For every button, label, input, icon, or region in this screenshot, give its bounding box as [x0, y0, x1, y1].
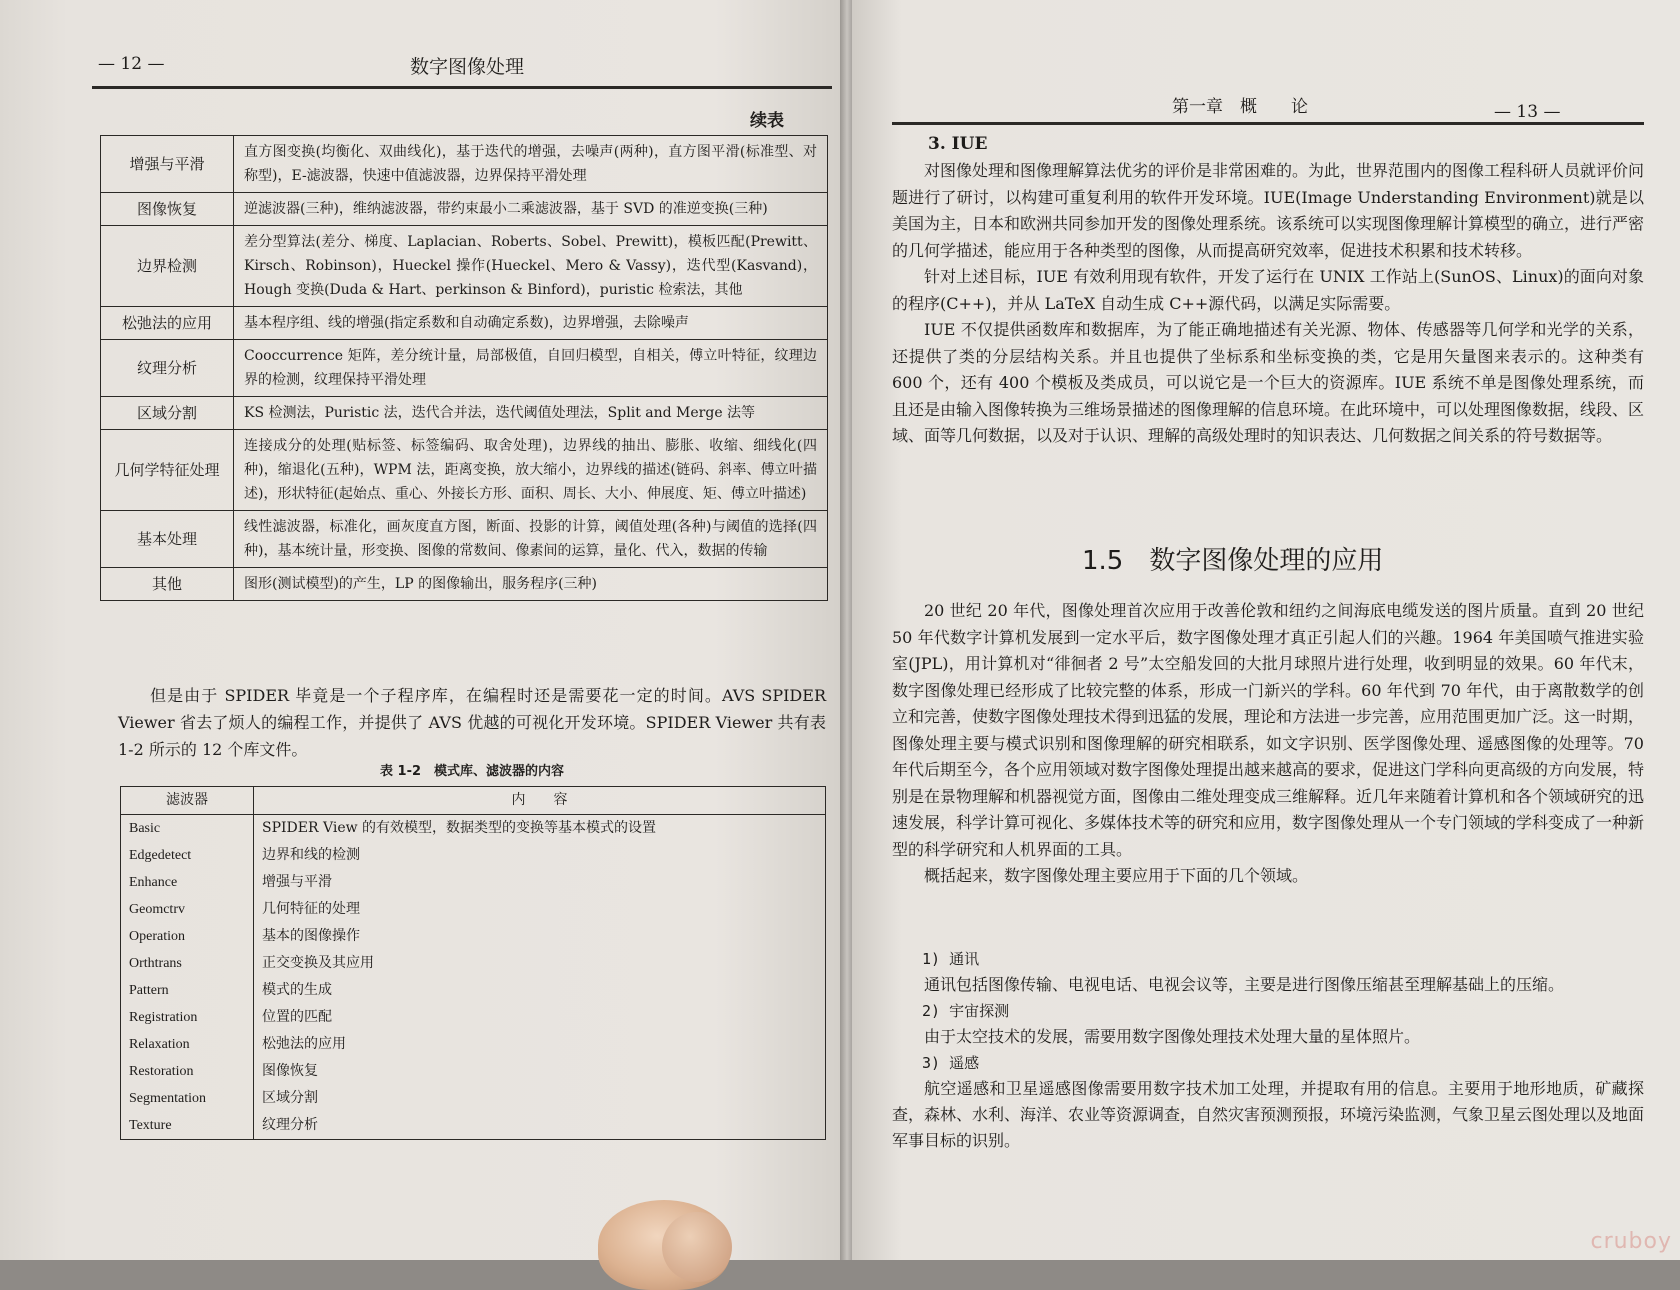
filter-name: Pattern — [121, 977, 254, 1004]
table-row — [121, 842, 826, 869]
table-row — [121, 950, 826, 977]
item-text: 通讯包括图像传输、电视电话、电视会议等，主要是进行图像压缩甚至理解基础上的压缩。 — [924, 975, 1565, 994]
right-book-page — [852, 0, 1680, 1260]
item-heading: 3) 遥感 — [922, 1054, 980, 1072]
table-row — [101, 226, 828, 307]
content-cell: 基本程序组、线的增强(指定系数和自动确定系数)，边界增强，去除噪声 — [234, 307, 828, 340]
table-row — [121, 1112, 826, 1140]
category-cell: 其他 — [101, 568, 234, 601]
table-row — [121, 1058, 826, 1085]
table-row — [121, 815, 826, 843]
paragraph-text: 概括起来，数字图像处理主要应用于下面的几个领域。 — [924, 866, 1309, 885]
content-cell: 线性滤波器，标准化，画灰度直方图，断面、投影的计算，阈值处理(各种)与阈值的选择(四种)，基本统计量，形变换、图像的常数间、像素间的运算，量化、代入，数据的传输 — [234, 511, 828, 568]
filter-name: Geomctrv — [121, 896, 254, 923]
table-row — [101, 511, 828, 568]
filter-content: 图像恢复 — [254, 1058, 826, 1085]
filter-content: 几何特征的处理 — [254, 896, 826, 923]
content-cell: 直方图变换(均衡化、双曲线化)，基于迭代的增强，去噪声(两种)，直方图平滑(标准型、对称型)，E-滤波器，快速中值滤波器，边界保持平滑处理 — [234, 136, 828, 193]
filter-name: Orthtrans — [121, 950, 254, 977]
book-title: 数字图像处理 — [410, 56, 525, 78]
filter-content: 纹理分析 — [254, 1112, 826, 1140]
left-book-page — [0, 0, 842, 1260]
section-title: 1.5 数字图像处理的应用 — [1082, 546, 1384, 576]
table-row — [121, 869, 826, 896]
content-cell: 图形(测试模型)的产生，LP 的图像输出，服务程序(三种) — [234, 568, 828, 601]
filter-content: 位置的匹配 — [254, 1004, 826, 1031]
category-cell: 松弛法的应用 — [101, 307, 234, 340]
table-row — [101, 568, 828, 601]
table-row — [101, 340, 828, 397]
table-row — [121, 977, 826, 1004]
watermark: cruboy — [1590, 1229, 1672, 1254]
header-rule — [892, 122, 1644, 125]
table-row — [121, 896, 826, 923]
filter-name: Operation — [121, 923, 254, 950]
spider-paragraph — [118, 682, 826, 763]
content-cell: 逆滤波器(三种)，维纳滤波器，带约束最小二乘滤波器，基于 SVD 的准逆变换(三种) — [234, 193, 828, 226]
filter-name: Enhance — [121, 869, 254, 896]
filter-content: 边界和线的检测 — [254, 842, 826, 869]
category-cell: 基本处理 — [101, 511, 234, 568]
table-header-row — [121, 787, 826, 815]
paragraph-text: 但是由于 SPIDER 毕竟是一个子程序库，在编程时还是需要花一定的时间。AVS SPIDER Viewer 省去了烦人的编程工作，并提供了 AVS 优越的可视化开发环境。SPIDER Viewer 共有表 1-2 所示的 12 个库文件。 — [118, 686, 826, 759]
item-heading: 1) 通讯 — [922, 950, 980, 968]
content-cell: Cooccurrence 矩阵，差分统计量，局部极值，自回归模型，自相关，傅立叶特征，纹理边界的检测，纹理保持平滑处理 — [234, 340, 828, 397]
item-heading: 2) 宇宙探测 — [922, 1002, 1010, 1020]
iue-paragraphs — [892, 158, 1644, 450]
finger-photo — [662, 1212, 732, 1282]
table-row — [101, 397, 828, 430]
filter-content: SPIDER View 的有效模型，数据类型的变换等基本模式的设置 — [254, 815, 826, 843]
subsection-title: 3. IUE — [928, 134, 988, 154]
category-cell: 几何学特征处理 — [101, 430, 234, 511]
filter-name: Texture — [121, 1112, 254, 1140]
filter-content: 基本的图像操作 — [254, 923, 826, 950]
category-cell: 增强与平滑 — [101, 136, 234, 193]
content-cell: 差分型算法(差分、梯度、Laplacian、Roberts、Sobel、Prewitt)，模板匹配(Prewitt、Kirsch、Robinson)，Hueckel 操作(Hueckel、Mero & Vassy)，迭代型(Kasvand)，Hough 变换(Duda & Hart、perkinson & Binford)，puristic 检索法，其他 — [234, 226, 828, 307]
table-caption: 表 1-2 模式库、滤波器的内容 — [380, 764, 565, 779]
content-cell: 连接成分的处理(贴标签、标签编码、取舍处理)，边界线的抽出、膨胀、收缩、细线化(四种)，缩退化(五种)，WPM 法，距离变换，放大缩小，边界线的描述(链码、斜率、傅立叶描述)，形状特征(起始点、重心、外接长方形、面积、周长、大小、伸展度、矩、傅立叶描述) — [234, 430, 828, 511]
filter-name: Registration — [121, 1004, 254, 1031]
item-text: 航空遥感和卫星遥感图像需要用数字技术加工处理，并提取有用的信息。主要用于地形地质，矿藏探查，森林、水利、海洋、农业等资源调查，自然灾害预测预报，环境污染监测，气象卫星云图处理以及地面军事目标的识别。 — [892, 1079, 1645, 1150]
header-cell: 滤波器 — [121, 787, 254, 815]
filter-name: Segmentation — [121, 1085, 254, 1112]
table-row — [101, 193, 828, 226]
filter-name: Relaxation — [121, 1031, 254, 1058]
filter-name: Restoration — [121, 1058, 254, 1085]
application-items — [892, 946, 1644, 1154]
continued-function-table — [100, 135, 828, 601]
table-row — [101, 430, 828, 511]
filter-content: 区域分割 — [254, 1085, 826, 1112]
continued-label: 续表 — [750, 111, 784, 131]
table-row — [101, 136, 828, 193]
chapter-header: 第一章 概 论 — [1172, 97, 1308, 117]
paragraph-text: 20 世纪 20 年代，图像处理首次应用于改善伦敦和纽约之间海底电缆发送的图片质量。直到 20 世纪 50 年代数字计算机发展到一定水平后，数字图像处理才真正引起人们的兴趣。1964 年美国喷气推进实验室(JPL)，用计算机对“徘徊者 2 号”太空船发回的大批月球照片进行处理，收到明显的效果。60 年代末，数字图像处理已经形成了比较完整的体系，形成一门新兴的学科。60 年代到 70 年代，由于离散数学的创立和完善，使数字图像处理技术得到迅猛的发展，理论和方法进一步完善，应用范围更加广泛。这一时期，图像处理主要与模式识别和图像理解的研究相联系，如文字识别、医学图像处理、遥感图像的处理等。70 年代后期至今，各个应用领域对数字图像处理提出越来越高的要求，促进这门学科向更高级的方向发展，特别是在景物理解和机器视觉方面，图像由二维处理变成三维解释。近几年来随着计算机和各个领域研究的迅速发展，科学计算可视化、多媒体技术等的研究和应用，数字图像处理从一个专门领域的学科变成了一种新型的科学研究和人机界面的工具。 — [892, 601, 1645, 859]
category-cell: 纹理分析 — [101, 340, 234, 397]
right-page-number: — 13 — — [1494, 102, 1561, 122]
left-page-number: — 12 — — [98, 54, 165, 74]
filter-library-table — [120, 786, 826, 1140]
table-row — [121, 1031, 826, 1058]
table-row — [101, 307, 828, 340]
filter-name: Basic — [121, 815, 254, 843]
table-row — [121, 923, 826, 950]
header-rule — [92, 86, 832, 89]
paragraph-text: 对图像处理和图像理解算法优劣的评价是非常困难的。为此，世界范围内的图像工程科研人员就评价问题进行了研讨，以构建可重复利用的软件开发环境。IUE(Image Understanding Environment)就是以美国为主，日本和欧洲共同参加开发的图像处理系统。该系统可以实现图像理解计算模型的确立，进行严密的几何学描述，能应用于各种类型的图像，从而提高研究效率，促进技术积累和技术转移。 — [892, 161, 1645, 260]
content-cell: KS 检测法，Puristic 法，迭代合并法，迭代阈值处理法，Split and Merge 法等 — [234, 397, 828, 430]
table-row — [121, 1085, 826, 1112]
table-row — [121, 1004, 826, 1031]
paragraph-text: 针对上述目标，IUE 有效利用现有软件，开发了运行在 UNIX 工作站上(SunOS、Linux)的面向对象的程序(C++)，并从 LaTeX 自动生成 C++源代码，以满足实际需要。 — [892, 267, 1644, 313]
application-paragraphs — [892, 598, 1644, 890]
item-text: 由于太空技术的发展，需要用数字图像处理技术处理大量的星体照片。 — [924, 1027, 1421, 1046]
category-cell: 图像恢复 — [101, 193, 234, 226]
category-cell: 区域分割 — [101, 397, 234, 430]
filter-content: 增强与平滑 — [254, 869, 826, 896]
category-cell: 边界检测 — [101, 226, 234, 307]
paragraph-text: IUE 不仅提供函数库和数据库，为了能正确地描述有关光源、物体、传感器等几何学和光学的关系，还提供了类的分层结构关系。并且也提供了坐标系和坐标变换的类，它是用矢量图来表示的。这种类有 600 个，还有 400 个模板及类成员，可以说它是一个巨大的资源库。IUE 系统不单是图像处理系统，而且还是由输入图像转换为三维场景描述的图像理解的信息环境。在此环境中，可以处理图像数据，线段、区域、面等几何数据，以及对于认识、理解的高级处理时的知识表达、几何数据之间关系的符号数据等。 — [892, 320, 1645, 445]
filter-name: Edgedetect — [121, 842, 254, 869]
filter-content: 正交变换及其应用 — [254, 950, 826, 977]
header-cell: 内 容 — [254, 787, 826, 815]
filter-content: 模式的生成 — [254, 977, 826, 1004]
filter-content: 松弛法的应用 — [254, 1031, 826, 1058]
